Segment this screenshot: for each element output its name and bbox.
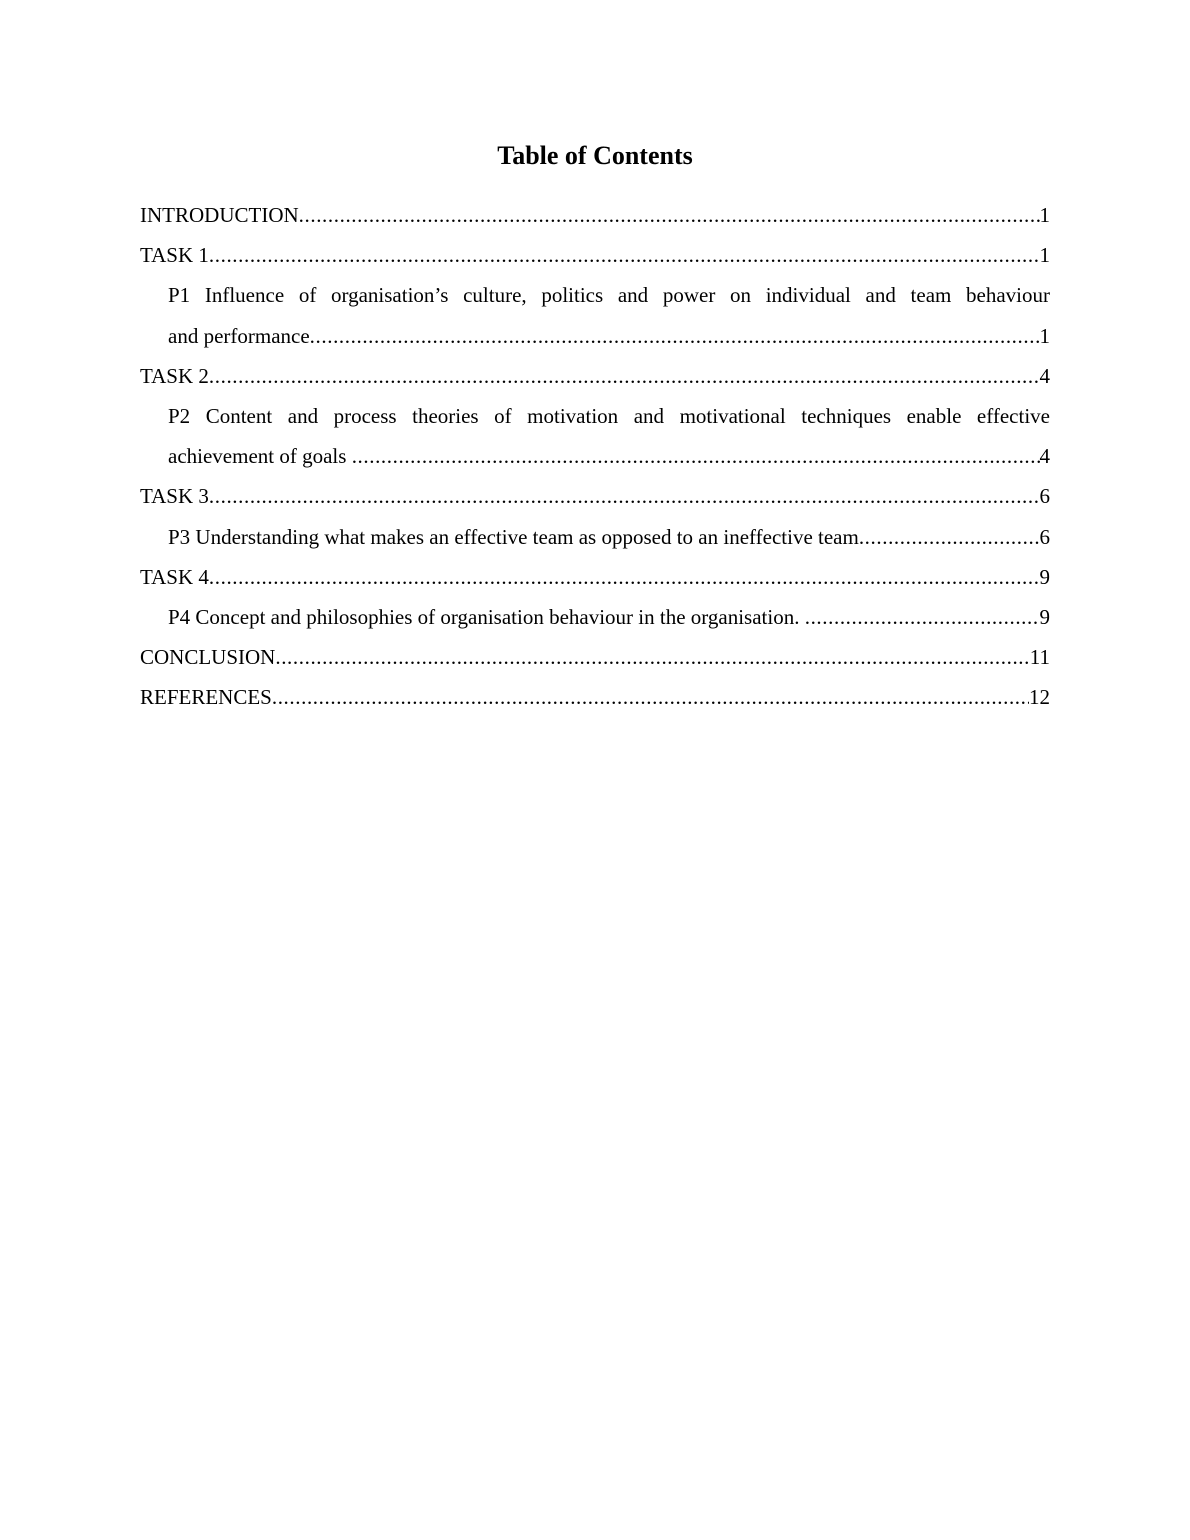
toc-page-number: 4 bbox=[1039, 363, 1050, 388]
toc-entry-p1-line-2[interactable] bbox=[140, 316, 1050, 356]
dot-leader bbox=[209, 476, 1040, 516]
toc-entry-task-3[interactable] bbox=[140, 476, 1050, 516]
toc-entry-introduction[interactable] bbox=[140, 195, 1050, 235]
toc-entry-p3[interactable] bbox=[140, 517, 1050, 557]
toc-page-number: 6 bbox=[1039, 484, 1050, 509]
dot-leader bbox=[209, 235, 1040, 275]
toc-entry-conclusion[interactable] bbox=[140, 637, 1050, 677]
dot-leader bbox=[310, 316, 1040, 356]
table-of-contents bbox=[140, 195, 1050, 717]
toc-entry-p4[interactable] bbox=[140, 597, 1050, 637]
toc-page-number: 11 bbox=[1029, 645, 1050, 670]
toc-entry-p2-line-1[interactable]: P2 Content and process theories of motivation and motivational techniques enable effective bbox=[168, 403, 1050, 428]
toc-entry-task-1[interactable] bbox=[140, 235, 1050, 275]
dot-leader bbox=[352, 436, 1040, 476]
dot-leader bbox=[805, 597, 1040, 637]
dot-leader bbox=[859, 517, 1040, 557]
toc-entry-label: INTRODUCTION bbox=[140, 203, 299, 227]
toc-page-number: 9 bbox=[1039, 604, 1050, 629]
toc-entry-label: REFERENCES bbox=[140, 685, 272, 710]
toc-entry-label: TASK 2 bbox=[140, 363, 209, 388]
toc-entry-references[interactable] bbox=[140, 677, 1050, 717]
toc-entry-p1-line-1[interactable]: P1 Influence of organisation’s culture, politics and power on individual and team behaviour bbox=[168, 283, 1050, 308]
toc-entry-label: TASK 1 bbox=[140, 243, 209, 268]
toc-entry-p2-line-2[interactable] bbox=[140, 436, 1050, 476]
toc-page-number: 1 bbox=[1039, 323, 1050, 348]
toc-page-number: 12 bbox=[1029, 685, 1050, 710]
toc-page-number: 9 bbox=[1039, 564, 1050, 589]
toc-entry-task-2[interactable] bbox=[140, 356, 1050, 396]
dot-leader bbox=[275, 637, 1029, 677]
toc-entry-label: TASK 3 bbox=[140, 484, 209, 509]
toc-entry-label: P3 Understanding what makes an effective team as opposed to an ineffective team bbox=[168, 524, 859, 549]
toc-page-number: 1 bbox=[1039, 243, 1050, 268]
toc-entry-label: P4 Concept and philosophies of organisation behaviour in the organisation. bbox=[168, 604, 805, 629]
dot-leader bbox=[209, 557, 1040, 597]
toc-entry-task-4[interactable] bbox=[140, 557, 1050, 597]
toc-page-number: 4 bbox=[1039, 444, 1050, 469]
dot-leader bbox=[272, 677, 1029, 717]
toc-entry-label: and performance bbox=[168, 323, 310, 348]
dot-leader bbox=[299, 195, 1040, 235]
toc-page-number: 6 bbox=[1039, 524, 1050, 549]
dot-leader bbox=[209, 356, 1040, 396]
toc-entry-label: achievement of goals bbox=[168, 444, 352, 469]
toc-entry-label: CONCLUSION bbox=[140, 645, 276, 670]
toc-page-number: 1 bbox=[1039, 203, 1050, 227]
toc-title: Table of Contents bbox=[497, 141, 693, 170]
toc-entry-label: TASK 4 bbox=[140, 564, 209, 589]
